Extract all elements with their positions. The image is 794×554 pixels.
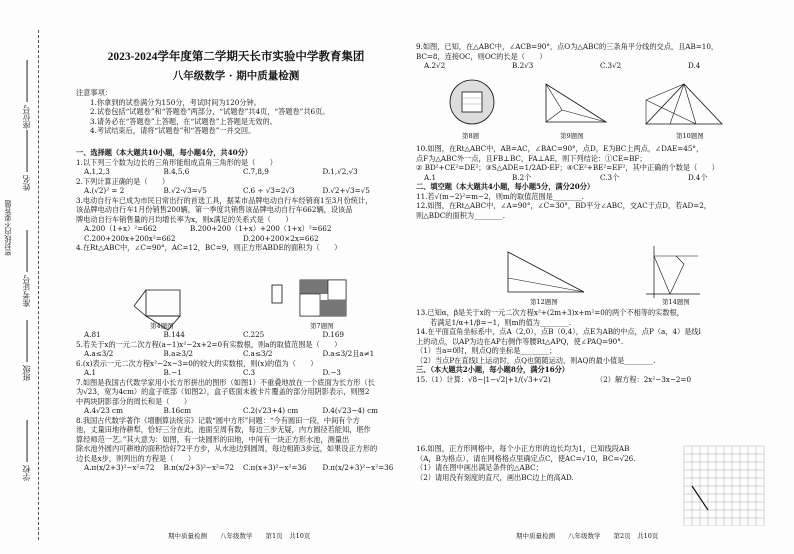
option: D.4个 (688, 172, 708, 182)
school-field (22, 420, 33, 481)
class-label: 班级 (22, 365, 31, 381)
question-9-line: 9.如图，已知，在△ABC中，∠ACB=90°，点O为△ABC的三条角平分线的交点，且AB=10， (416, 42, 719, 51)
question-5: 5.若关于x的一元二次方程(a−1)x²−2x+2=0有实数根，则a的取值范围是（ ） (76, 339, 342, 349)
q9-options (416, 61, 776, 71)
note-item: 3.请务必在“答题卷”上答题，在“试题卷”上答题是无效的。 (90, 116, 277, 126)
figure-7b (298, 278, 348, 318)
notes (76, 88, 402, 136)
section-heading: 一、选择题（本大题共10小题，每小题4分，共40分） (76, 148, 252, 157)
seat-label: 座位号 (22, 105, 31, 129)
option: B.144 (163, 330, 185, 339)
question-6: 6.(x)表示一元二次方程x²−2x−3=0的较大的实数根，则(x)的值为（ ） (76, 358, 318, 368)
option: D.1,√2,√3 (322, 167, 358, 176)
question-2: 2.下列计算正确的是（ ） (76, 176, 170, 186)
left-column-lower (76, 330, 402, 473)
fig9-caption: 第9题图 (560, 132, 584, 140)
exam-title: 2023-2024学年度第二学期天长市实验中学教育集团 (107, 51, 365, 63)
cut-note: 密封线内不要答题 (4, 200, 12, 256)
note-item: 2.试卷包括“试题卷”和“答题卷”两部分，“试题卷”共4页，“答题卷”共6页。 (90, 107, 330, 116)
question-8-line: 除水池外圆内可耕地的面积恰好72平方步，从水池边到圆周，每边相距3步远，如果设正方形的 (76, 444, 378, 453)
question-10-line: 点F为△ABC外一点，且FB⊥BC，FA⊥AE，则下列结论：①CE=BF； (416, 153, 647, 163)
question-8-line: 池，丈量田地待耕犁，恰好三分在此，池面至周有数，每边三步无疑，内方圆径若能知，堪作 (76, 425, 371, 434)
question-4: 4.在Rt△ABC中，∠C=90°，AC=12，BC=9，则正方形ABDE的面积为（ ） (76, 243, 342, 252)
q15-part1: 15.（1）计算：√8−|1−√2|+1/(√3+√2) (416, 374, 551, 384)
figure-10 (640, 74, 728, 130)
question-16-line: （2）请用没有刻度的直尺，画出BC边上的高AD. (416, 472, 574, 482)
option: D.200+200×2x=662 (243, 233, 319, 243)
q7-options (76, 406, 402, 416)
exam-no-label: 准考证号 (22, 275, 31, 307)
question-9-line: BC=8，连接OC，则OC的长是（ ） (416, 51, 547, 61)
name-field (22, 130, 33, 191)
fig8-caption: 第8题 (462, 132, 480, 140)
question-15 (416, 375, 776, 385)
figure-8 (446, 76, 498, 128)
option: C.2(√23+4) cm (243, 406, 299, 415)
q6-options (76, 368, 402, 378)
q8-options (76, 463, 402, 473)
question-16-line: （A，B为格点），请在网格格点里确定点C，使AC=√10，BC=√26. (416, 453, 636, 463)
question-8-line: 8.我国古代数学著作《增删算法统宗》记载“圆中方形”问题：“今有圆田一段，中间有个方 (76, 415, 360, 425)
option: A.200（1+x）²=662 (84, 224, 157, 233)
seat-field (22, 60, 33, 129)
question-13-line: 若满足1/α+1/β=−1，则m的值为________. (430, 317, 571, 327)
option: A.81 (84, 330, 101, 339)
q4-options (76, 330, 402, 340)
question-3-line: 3.电动自行车已成为市民日常出行的首选工具，据某市品牌电动自行车经销商1至3月份统计， (76, 195, 373, 205)
q3-options-a (76, 224, 402, 234)
option: A.a≤3/2 (84, 349, 114, 358)
school-label: 学校 (22, 465, 31, 481)
option: C.3个 (600, 172, 620, 182)
option: A.1 (84, 368, 97, 377)
option: C.3√2 (600, 61, 622, 70)
note-item: 4.考试结束后，请将“试题卷”和“答题卷”一并交回。 (90, 126, 256, 135)
question-14-line: （1）当a=0时，则点Q的坐标是________； (416, 346, 557, 355)
question-11: 11.若√(m−2)²=m−2，则m的取值范围是________. (416, 191, 584, 201)
option: B.16cm (163, 406, 192, 415)
option: D.π(x/2+3)²−x²=36 (322, 463, 394, 472)
fig7-caption: 第7题图 (310, 322, 334, 330)
q5-options (76, 349, 402, 359)
question-8-line: 边长是x步，则列出的方程是（ ） (76, 453, 196, 463)
q2-options (76, 186, 402, 196)
notes-heading: 注意事项： (76, 88, 112, 97)
option: D.√2+√3=√5 (322, 186, 370, 195)
class-field (22, 320, 33, 381)
left-column (76, 148, 402, 253)
option: C.π(x+3)²−x²=36 (243, 463, 307, 472)
exam-subtitle: 八年级数学 · 期中质量检测 (172, 70, 300, 82)
option: B.2个 (512, 172, 532, 182)
option: B.200+200（1+x）+200（1+x）²=662 (190, 224, 332, 233)
q1-options (76, 167, 402, 177)
fig14-caption: 第14题图 (662, 298, 690, 306)
option: C.200+200x+200x²=662 (84, 233, 176, 243)
exam-no-field (22, 230, 33, 307)
question-14-line: （2）当点P在直线l上运动时，点Q也随随运动，则AQ的最小值是________. (416, 355, 656, 365)
option: B.a≥3/2 (163, 349, 193, 358)
figure-12 (500, 248, 590, 298)
question-14-line: 上的动点，以AP为边在AP右侧作等腰Rt△APQ，使∠PAQ=90°. (416, 336, 624, 346)
question-12-line: 12.如图，在Rt△ABC中，∠A=90°，∠C=30°，BD平分∠ABC，交AC于点D，若AD=2， (416, 201, 711, 210)
question-3-line: 牌电动自行车销售量的月均增长率为x，则x满足的关系式是（ ） (76, 214, 293, 224)
cut-line (38, 30, 39, 540)
question-3-line: 该品牌电动自行车1月份销售200辆，第一季度共销售该品牌电动自行车662辆，设该品 (76, 205, 353, 214)
name-label: 姓名 (22, 175, 31, 191)
option: A.1,2,3 (84, 167, 110, 176)
right-column-top (416, 42, 776, 71)
question-1: 1.以下列三个数为边长的三角形能组成直角三角形的是（ ） (76, 157, 277, 167)
figure-16-grid (680, 444, 772, 526)
option: A.π(x/2+3)²−x²=72 (84, 463, 155, 472)
option: C.7,8,9 (243, 167, 269, 176)
question-14-line: 14.在平面直角坐标系中，点A（2,0），点B（0,4），点E为AB的中点，点P（a，4）是线l (416, 327, 701, 336)
footer-left: 期中质量检测 八年级数学 第1页 共10页 (168, 532, 311, 540)
figure-14 (640, 244, 704, 300)
question-16-line: （1）请在图中画出满足条件的△ABC； (416, 463, 543, 472)
footer-right: 期中质量检测 八年级数学 第2页 共10页 (516, 532, 659, 540)
fig12-caption: 第12题图 (530, 298, 558, 306)
question-16-line: 16.如图，正方形网格中，每个小正方形的边长均为1，已知线段AB (416, 444, 630, 453)
option: B.π(x/2+3)²−x²=72 (163, 463, 235, 472)
question-13-line: 13.已知α，β是关于x的一元二次方程x²+(2m+3)x+m²=0的两个不相等的实数根， (416, 308, 684, 317)
option: C.225 (243, 330, 265, 339)
q10-options (416, 173, 776, 183)
note-item: 1.你拿到的试卷满分为150分，考试时间为120分钟。 (90, 97, 261, 107)
section-heading: 三、（本大题共2小题，每小题8分，满分16分） (416, 365, 569, 374)
option: D.−3 (322, 368, 341, 377)
question-12-line: 则△BDC的面积为________. (416, 210, 506, 220)
right-column-mid (416, 144, 776, 220)
option: A.1 (424, 172, 437, 182)
option: A.2√2 (424, 61, 446, 70)
question-8-line: 算经师范一艺。”其大意为：如图，有一块圆形的田地，中间有一块正方形水池，测量出 (76, 434, 350, 444)
figure-7a (270, 283, 286, 305)
fig4-caption: 第4题图 (150, 322, 174, 330)
option: B.−1 (163, 368, 182, 377)
option: D.4 (688, 61, 701, 70)
option: C.3 (243, 368, 256, 377)
option: C.a≤3/2 (243, 349, 273, 358)
section-heading: 二、填空题（本大题共4小题，每小题5分，满分20分） (416, 182, 595, 191)
question-10-line: ② BD²+CE²=DE²；③S△ADE=1/2AD·EF；④CE²+BE²=EF²，其中正确的个数是（ ） (416, 163, 719, 172)
option: A.4√23 cm (84, 406, 123, 415)
option: B.2√3 (512, 61, 534, 70)
option: D.4(√23−4) cm (322, 406, 378, 415)
question-7-line: 为√23，宽为4cm）的盒子底部（如图2），盒子底面未被卡片覆盖的部分用阴影表示，则图2 (76, 387, 370, 396)
option: D.169 (322, 330, 345, 339)
binding-strip (0, 0, 50, 554)
q15-part2: （2）解方程：2x²−3x−2=0 (596, 374, 692, 384)
right-column-lower (416, 308, 776, 384)
option: C.6 ÷ √3=2√3 (243, 186, 295, 195)
question-16-block (416, 444, 686, 482)
option: D.a≤3/2且a≠1 (322, 349, 375, 358)
question-7-line: 7.如图是我国古代数学家用小长方形拼出的图形（如图1）不重叠地放在一个底面为长方形（长 (76, 377, 375, 387)
fig10-caption: 第10题图 (676, 132, 704, 140)
figure-9 (540, 78, 612, 128)
q3-options-b (76, 234, 402, 244)
option: A.(√2)² = 2 (84, 186, 125, 195)
option: B.4,5,6 (163, 167, 190, 176)
question-7-line: 中两块阴影部分的周长和是（ ） (76, 396, 192, 406)
question-10-line: 10.如图，在Rt△ABC中，AB=AC，∠BAC=90°，点D，E为BC上两点，∠DAE=45°， (416, 144, 704, 153)
option: B.√2·√3=√5 (163, 186, 207, 195)
